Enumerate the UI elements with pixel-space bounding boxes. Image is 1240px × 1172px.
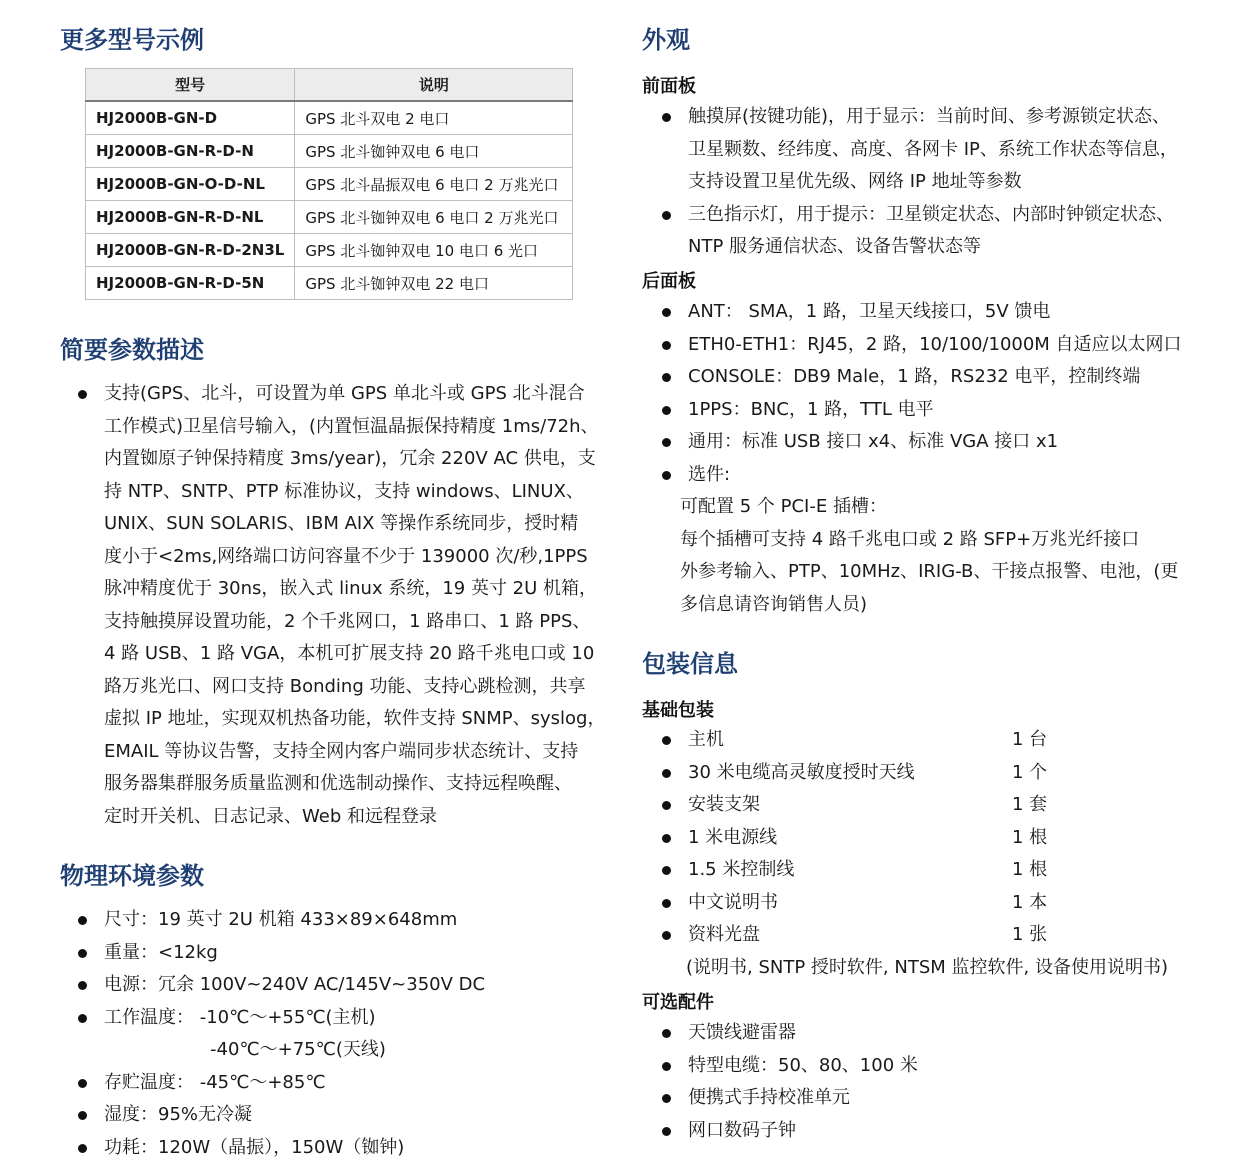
bullet-icon [662, 1094, 671, 1103]
rear-panel-heading: 后面板 [642, 271, 696, 292]
description-cell: GPS 北斗铷钟双电 6 电口 2 万兆光口 [295, 201, 573, 234]
params-line: 定时开关机、日志记录、Web 和远程登录 [104, 805, 437, 827]
params-list [78, 378, 618, 833]
item-name: 主机 [688, 729, 724, 750]
front-line: NTP 服务通信状态、设备告警状态等 [688, 236, 982, 257]
params-line: 路万兆光口、网口支持 Bonding 功能、支持心跳检测，共享 [104, 675, 586, 697]
accessory-name: 天馈线避雷器 [688, 1022, 796, 1043]
bullet-icon [78, 981, 87, 990]
model-cell: HJ2000B-GN-R-D-NL [86, 201, 295, 234]
list-item [662, 789, 1222, 822]
params-line: 支持(GPS、北斗，可设置为单 GPS 单北斗或 GPS 北斗混合 [104, 383, 585, 404]
env-consumption: 功耗：120W（晶振），150W（铷钟) [104, 1136, 405, 1158]
rear-eth: ETH0-ETH1：RJ45，2 路，10/100/1000M 自适应以太网口 [688, 333, 1182, 355]
rear-options: 选件: [688, 463, 731, 485]
bullet-icon [662, 931, 671, 940]
bullet-icon [662, 406, 671, 415]
model-table [85, 68, 573, 300]
list-item [662, 426, 1222, 459]
appearance-heading: 外观 [642, 26, 690, 54]
params-line: 度小于<2ms,网络端口访问容量不少于 139000 次/秒,1PPS [104, 545, 588, 567]
front-line: 触摸屏(按键功能)，用于显示：当前时间、参考源锁定状态、 [688, 106, 1171, 127]
env-size: 尺寸：19 英寸 2U 机箱 433×89×648mm [104, 909, 458, 930]
list-item [662, 1050, 1222, 1083]
bullet-icon [662, 341, 671, 350]
options-line: 外参考输入、PTP、10MHz、IRIG-B、干接点报警、电池，(更 [680, 561, 1179, 582]
list-item [662, 361, 1222, 394]
bullet-icon [78, 1144, 87, 1153]
bullet-icon [662, 769, 671, 778]
env-power: 电源：冗余 100V~240V AC/145V~350V DC [104, 974, 486, 995]
description-cell: GPS 北斗铷钟双电 10 电口 6 光口 [295, 234, 573, 267]
optional-accessories-list [662, 1017, 1222, 1147]
item-quantity: 1 张 [1012, 924, 1048, 945]
list-item [662, 394, 1222, 427]
list-item [78, 1132, 618, 1165]
optional-accessories-heading: 可选配件 [642, 992, 714, 1013]
list-item [662, 887, 1222, 920]
list-item [662, 1115, 1222, 1148]
params-line: UNIX、SUN SOLARIS、IBM AIX 等操作系统同步，授时精 [104, 513, 579, 534]
env-operating-temp: 工作温度： -10℃～+55℃(主机) [104, 1006, 376, 1028]
table-row [86, 267, 573, 300]
item-name: 中文说明书 [688, 891, 778, 913]
bullet-icon [78, 1111, 87, 1120]
accessory-name: 便携式手持校准单元 [688, 1087, 850, 1108]
table-header-row [86, 69, 573, 102]
model-cell: HJ2000B-GN-R-D-2N3L [86, 234, 295, 267]
table-row [86, 201, 573, 234]
options-line: 可配置 5 个 PCI-E 插槽： [680, 496, 887, 517]
rear-ant: ANT： SMA，1 路，卫星天线接口，5V 馈电 [688, 301, 1051, 322]
model-cell: HJ2000B-GN-D [86, 101, 295, 135]
bullet-icon [662, 801, 671, 810]
basic-package-heading: 基础包装 [642, 700, 714, 721]
front-panel-heading: 前面板 [642, 76, 696, 97]
bullet-icon [662, 1029, 671, 1038]
bullet-icon [662, 471, 671, 480]
list-item [78, 969, 618, 1002]
bullet-icon [662, 373, 671, 382]
list-item [662, 296, 1222, 329]
params-line: 服务器集群服务质量监测和优选制动操作、支持远程唤醒、 [104, 773, 572, 794]
item-quantity: 1 套 [1012, 794, 1048, 815]
rear-console: CONSOLE：DB9 Male，1 路，RS232 电平，控制终端 [688, 366, 1141, 387]
item-quantity: 1 个 [1012, 761, 1048, 783]
description-cell: GPS 北斗晶振双电 6 电口 2 万兆光口 [295, 168, 573, 201]
column-header-description: 说明 [295, 69, 573, 102]
list-item [662, 199, 1222, 264]
env-heading: 物理环境参数 [60, 862, 204, 890]
params-line: 支持触摸屏设置功能，2 个千兆网口，1 路串口、1 路 PPS、 [104, 610, 591, 632]
bullet-icon [662, 899, 671, 908]
table-row [86, 168, 573, 201]
bullet-icon [78, 1079, 87, 1088]
front-line: 支持设置卫星优先级、网络 IP 地址等参数 [688, 171, 1022, 192]
item-name: 1.5 米控制线 [688, 859, 795, 880]
bullet-icon [662, 1127, 671, 1136]
list-item [662, 1082, 1222, 1115]
params-line: 4 路 USB、1 路 VGA，本机可扩展支持 20 路千兆电口或 10 [104, 643, 595, 664]
list-item [78, 937, 618, 970]
env-list [78, 904, 618, 1164]
column-header-model: 型号 [86, 69, 295, 102]
list-item [662, 101, 1222, 199]
list-item [78, 1067, 618, 1100]
bullet-icon [662, 866, 671, 875]
disc-note: (说明书, SNTP 授时软件, NTSM 监控软件, 设备使用说明书) [686, 956, 1168, 978]
params-line: 脉冲精度优于 30ns，嵌入式 linux 系统，19 英寸 2U 机箱， [104, 578, 598, 599]
list-item [662, 919, 1222, 952]
env-humidity: 湿度：95%无冷凝 [104, 1104, 253, 1125]
env-storage-temp: 存贮温度： -45℃～+85℃ [104, 1071, 326, 1093]
list-item [662, 757, 1222, 790]
params-line: 持 NTP、SNTP、PTP 标准协议，支持 windows、LINUX、 [104, 480, 584, 502]
table-row [86, 135, 573, 168]
params-line: 工作模式)卫星信号输入，(内置恒温晶振保持精度 1ms/72h、 [104, 415, 599, 437]
table-row [86, 101, 573, 135]
bullet-icon [662, 736, 671, 745]
model-cell: HJ2000B-GN-O-D-NL [86, 168, 295, 201]
bullet-icon [662, 1062, 671, 1071]
rear-1pps: 1PPS：BNC，1 路，TTL 电平 [688, 398, 934, 420]
bullet-icon [662, 308, 671, 317]
model-cell: HJ2000B-GN-R-D-5N [86, 267, 295, 300]
item-name: 1 米电源线 [688, 826, 778, 848]
accessory-name: 网口数码子钟 [688, 1119, 796, 1141]
description-cell: GPS 北斗铷钟双电 22 电口 [295, 267, 573, 300]
options-line: 每个插槽可支持 4 路千兆电口或 2 路 SFP+万兆光纤接口 [680, 528, 1140, 550]
params-line: 内置铷原子钟保持精度 3ms/year)，冗余 220V AC 供电，支 [104, 448, 596, 469]
bullet-icon [662, 211, 671, 220]
rear-panel-list [662, 296, 1222, 491]
item-name: 安装支架 [688, 794, 760, 815]
list-item [78, 904, 618, 937]
bullet-icon [78, 916, 87, 925]
list-item [78, 1002, 618, 1067]
item-quantity: 1 台 [1012, 729, 1048, 750]
list-item [662, 822, 1222, 855]
item-name: 资料光盘 [688, 924, 760, 945]
options-line: 多信息请咨询销售人员) [680, 593, 868, 615]
bullet-icon [78, 390, 87, 399]
list-item [78, 1099, 618, 1132]
list-item [662, 854, 1222, 887]
bullet-icon [662, 834, 671, 843]
list-item [662, 724, 1222, 757]
item-quantity: 1 根 [1012, 826, 1048, 848]
item-quantity: 1 根 [1012, 859, 1048, 880]
front-panel-list [662, 101, 1222, 264]
list-item [78, 378, 618, 833]
item-quantity: 1 本 [1012, 891, 1048, 913]
basic-package-list [662, 724, 1222, 984]
env-operating-temp-antenna: -40℃～+75℃(天线) [210, 1039, 386, 1060]
options-block [680, 491, 1178, 621]
description-cell: GPS 北斗双电 2 电口 [295, 101, 573, 135]
front-line: 三色指示灯，用于提示：卫星锁定状态、内部时钟锁定状态、 [688, 203, 1174, 225]
description-cell: GPS 北斗铷钟双电 6 电口 [295, 135, 573, 168]
models-heading: 更多型号示例 [60, 26, 204, 54]
list-item [662, 1017, 1222, 1050]
params-line: 虚拟 IP 地址，实现双机热备功能，软件支持 SNMP、syslog， [104, 708, 606, 729]
front-line: 卫星颗数、经纬度、高度、各网卡 IP、系统工作状态等信息， [688, 138, 1178, 160]
env-weight: 重量：<12kg [104, 941, 218, 963]
bullet-icon [662, 113, 671, 122]
params-line: EMAIL 等协议告警，支持全网内客户端同步状态统计、支持 [104, 740, 579, 762]
bullet-icon [78, 1014, 87, 1023]
list-item [662, 459, 1222, 492]
list-item [662, 329, 1222, 362]
table-row [86, 234, 573, 267]
item-name: 30 米电缆高灵敏度授时天线 [688, 761, 915, 783]
params-heading: 简要参数描述 [60, 336, 204, 364]
package-heading: 包装信息 [642, 650, 738, 678]
rear-general: 通用：标准 USB 接口 x4、标准 VGA 接口 x1 [688, 431, 1059, 452]
bullet-icon [78, 949, 87, 958]
accessory-name: 特型电缆：50、80、100 米 [688, 1054, 918, 1076]
bullet-icon [662, 438, 671, 447]
model-cell: HJ2000B-GN-R-D-N [86, 135, 295, 168]
